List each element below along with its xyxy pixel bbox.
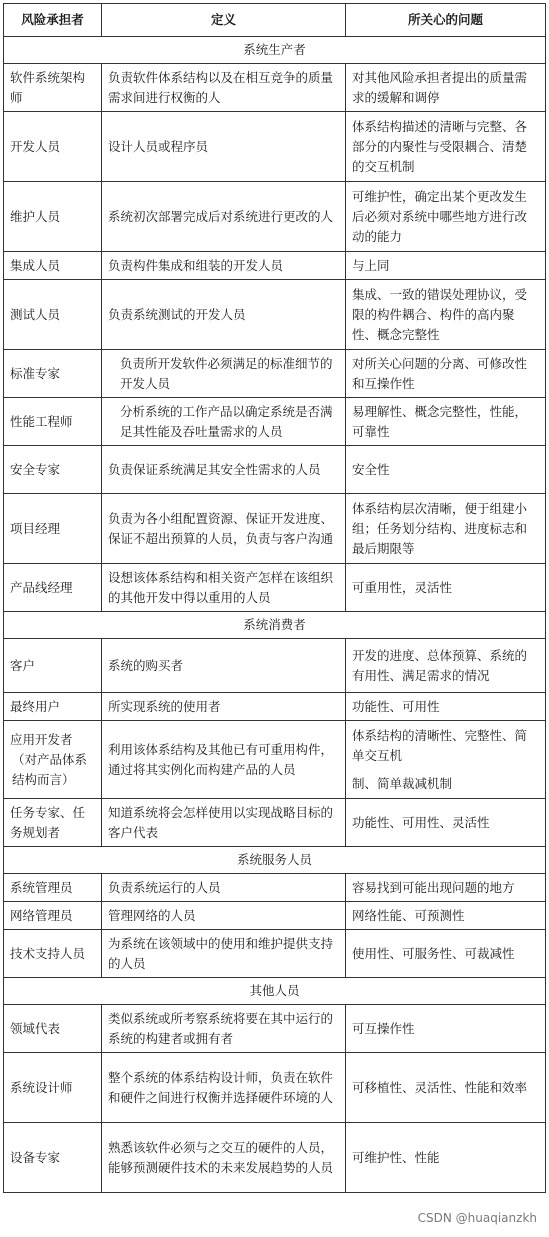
- stakeholder-cell: [4, 1053, 102, 1123]
- definition-cell: 管理网络的人员: [102, 902, 346, 930]
- table-row: [4, 112, 546, 182]
- definition-cell: 所实现系统的使用者: [102, 693, 346, 721]
- section-title: 其他人员: [4, 978, 546, 1005]
- table-row: [4, 350, 546, 398]
- definition-cell: 分析系统的工作产品以确定系统是否满足其性能及吞吐量需求的人员: [102, 398, 346, 446]
- concerns-text: 可维护性、性能: [352, 1149, 440, 1165]
- concerns-cell: [346, 1005, 546, 1053]
- concerns-text: 网络性能、可预测性: [352, 907, 465, 923]
- concerns-cell: [346, 350, 546, 398]
- stakeholder-name: 任务专家、任务规划者: [10, 804, 86, 840]
- table-body: [4, 37, 546, 1193]
- section-title: 系统服务人员: [4, 847, 546, 874]
- header-row: [4, 4, 546, 37]
- stakeholder-name: 系统管理员: [10, 879, 73, 895]
- concerns-cell: [346, 446, 546, 494]
- stakeholder-cell: [4, 721, 102, 799]
- concerns-text: 安全性: [352, 461, 390, 477]
- concerns-cell: [346, 564, 546, 612]
- concerns-text: 对其他风险承担者提出的质量需求的缓解和调停: [352, 69, 528, 105]
- definition-cell: 整个系统的体系结构设计师，负责在软件和硬件之间进行权衡并选择硬件环境的人: [102, 1053, 346, 1123]
- concerns-text-continued: 制、简单裁减机制: [352, 775, 453, 791]
- concerns-text: 容易找到可能出现问题的地方: [352, 879, 515, 895]
- stakeholder-name: 集成人员: [10, 257, 61, 273]
- stakeholder-cell: [4, 280, 102, 350]
- section-title: 系统消费者: [4, 612, 546, 639]
- table-row: [4, 280, 546, 350]
- concerns-cell: [346, 1123, 546, 1193]
- stakeholder-note: （对产品体系结构而言）: [12, 751, 88, 787]
- table-row: [4, 639, 546, 693]
- definition-cell: 负责保证系统满足其安全性需求的人员: [102, 446, 346, 494]
- definition-cell: 利用该体系结构及其他已有可重用构件，通过将其实例化而构建产品的人员: [102, 721, 346, 799]
- stakeholder-name: 性能工程师: [10, 413, 73, 429]
- stakeholder-cell: [4, 398, 102, 446]
- stakeholder-cell: [4, 693, 102, 721]
- stakeholder-name: 维护人员: [10, 208, 61, 224]
- stakeholder-cell: [4, 874, 102, 902]
- definition-cell: 负责系统运行的人员: [102, 874, 346, 902]
- concerns-cell: [346, 182, 546, 252]
- stakeholder-cell: [4, 446, 102, 494]
- concerns-text: 功能性、可用性、灵活性: [352, 814, 490, 830]
- stakeholder-name: 软件系统架构师: [10, 69, 86, 105]
- table-row: [4, 693, 546, 721]
- stakeholder-cell: [4, 902, 102, 930]
- concerns-cell: [346, 398, 546, 446]
- header-stakeholder: 风险承担者: [4, 4, 102, 37]
- stakeholder-table: [3, 3, 546, 1193]
- concerns-text: 体系结构的清晰性、完整性、简单交互机: [352, 727, 528, 763]
- header-definition: 定义: [102, 4, 346, 37]
- stakeholder-cell: [4, 494, 102, 564]
- concerns-text: 体系结构描述的清晰与完整、各部分的内聚性与受限耦合、清楚的交互机制: [352, 118, 528, 174]
- table-row: [4, 494, 546, 564]
- stakeholder-name: 系统设计师: [10, 1079, 73, 1095]
- definition-cell: 负责软件体系结构以及在相互竞争的质量需求间进行权衡的人: [102, 64, 346, 112]
- concerns-cell: [346, 280, 546, 350]
- stakeholder-name: 领域代表: [10, 1020, 61, 1036]
- definition-cell: 为系统在该领域中的使用和维护提供支持的人员: [102, 930, 346, 978]
- concerns-cell: [346, 64, 546, 112]
- table-row: [4, 902, 546, 930]
- stakeholder-cell: [4, 564, 102, 612]
- concerns-cell: [346, 112, 546, 182]
- concerns-text: 使用性、可服务性、可裁减性: [352, 945, 515, 961]
- stakeholder-name: 产品线经理: [10, 579, 73, 595]
- definition-cell: 设计人员或程序员: [102, 112, 346, 182]
- section-title: 系统生产者: [4, 37, 546, 64]
- stakeholder-name: 项目经理: [10, 520, 61, 536]
- section-row: [4, 37, 546, 64]
- section-row: [4, 612, 546, 639]
- concerns-text: 开发的进度、总体预算、系统的有用性、满足需求的情况: [352, 647, 528, 683]
- concerns-text: 功能性、可用性: [352, 698, 440, 714]
- concerns-cell: [346, 693, 546, 721]
- definition-cell: 系统的购买者: [102, 639, 346, 693]
- stakeholder-cell: [4, 639, 102, 693]
- concerns-text: 体系结构层次清晰，便于组建小组；任务划分结构、进度标志和最后期限等: [352, 500, 528, 556]
- stakeholder-name: 网络管理员: [10, 907, 73, 923]
- concerns-cell: [346, 799, 546, 847]
- definition-cell: 负责系统测试的开发人员: [102, 280, 346, 350]
- stakeholder-cell: [4, 112, 102, 182]
- stakeholder-cell: [4, 350, 102, 398]
- concerns-text: 可维护性，确定出某个更改发生后必须对系统中哪些地方进行改动的能力: [352, 188, 528, 244]
- header-concerns: 所关心的问题: [346, 4, 546, 37]
- definition-cell: 负责所开发软件必须满足的标准细节的开发人员: [102, 350, 346, 398]
- concerns-cell: [346, 252, 546, 280]
- stakeholder-cell: [4, 1005, 102, 1053]
- section-row: [4, 847, 546, 874]
- table-row: [4, 1005, 546, 1053]
- table-row: [4, 721, 546, 799]
- table-row: [4, 799, 546, 847]
- stakeholder-name: 设备专家: [10, 1149, 61, 1165]
- concerns-text: 可互操作性: [352, 1020, 415, 1036]
- table-row: [4, 252, 546, 280]
- watermark-text: CSDN @huaqianzkh: [417, 1211, 537, 1225]
- concerns-cell: [346, 639, 546, 693]
- concerns-cell: [346, 874, 546, 902]
- table-row: [4, 182, 546, 252]
- definition-cell: 负责构件集成和组装的开发人员: [102, 252, 346, 280]
- concerns-text: 集成、一致的错误处理协议，受限的构件耦合、构件的高内聚性、概念完整性: [352, 286, 528, 342]
- table-row: [4, 1123, 546, 1193]
- stakeholder-name: 客户: [10, 657, 36, 673]
- table-row: [4, 64, 546, 112]
- concerns-text: 可重用性，灵活性: [352, 579, 453, 595]
- table-row: [4, 930, 546, 978]
- definition-cell: 熟悉该软件必须与之交互的硬件的人员，能够预测硬件技术的未来发展趋势的人员: [102, 1123, 346, 1193]
- stakeholder-cell: [4, 1123, 102, 1193]
- concerns-text: 对所关心问题的分离、可修改性和互操作性: [352, 355, 528, 391]
- concerns-text: 可移植性、灵活性、性能和效率: [352, 1079, 528, 1095]
- table-row: [4, 564, 546, 612]
- stakeholder-cell: [4, 64, 102, 112]
- stakeholder-name: 安全专家: [10, 461, 61, 477]
- definition-cell: 类似系统或所考察系统将要在其中运行的系统的构建者或拥有者: [102, 1005, 346, 1053]
- concerns-text: 与上同: [352, 257, 390, 273]
- stakeholder-cell: [4, 799, 102, 847]
- stakeholder-cell: [4, 930, 102, 978]
- stakeholder-name: 开发人员: [10, 138, 61, 154]
- definition-cell: 系统初次部署完成后对系统进行更改的人: [102, 182, 346, 252]
- definition-cell: 知道系统将会怎样使用以实现战略目标的客户代表: [102, 799, 346, 847]
- stakeholder-cell: [4, 252, 102, 280]
- stakeholder-name: 最终用户: [10, 698, 61, 714]
- stakeholder-name: 测试人员: [10, 306, 61, 322]
- table-row: [4, 446, 546, 494]
- stakeholder-cell: [4, 182, 102, 252]
- definition-cell: 设想该体系结构和相关资产怎样在该组织的其他开发中得以重用的人员: [102, 564, 346, 612]
- stakeholder-name: 应用开发者: [10, 731, 73, 747]
- definition-cell: 负责为各小组配置资源、保证开发进度、保证不超出预算的人员，负责与客户沟通: [102, 494, 346, 564]
- stakeholder-name: 技术支持人员: [10, 945, 86, 961]
- concerns-cell: [346, 721, 546, 799]
- section-row: [4, 978, 546, 1005]
- concerns-text: 易理解性、概念完整性，性能，可靠性: [352, 403, 528, 439]
- table-row: [4, 1053, 546, 1123]
- stakeholder-name: 标准专家: [10, 365, 61, 381]
- concerns-cell: [346, 930, 546, 978]
- concerns-cell: [346, 1053, 546, 1123]
- concerns-cell: [346, 494, 546, 564]
- concerns-cell: [346, 902, 546, 930]
- table-row: [4, 398, 546, 446]
- table-row: [4, 874, 546, 902]
